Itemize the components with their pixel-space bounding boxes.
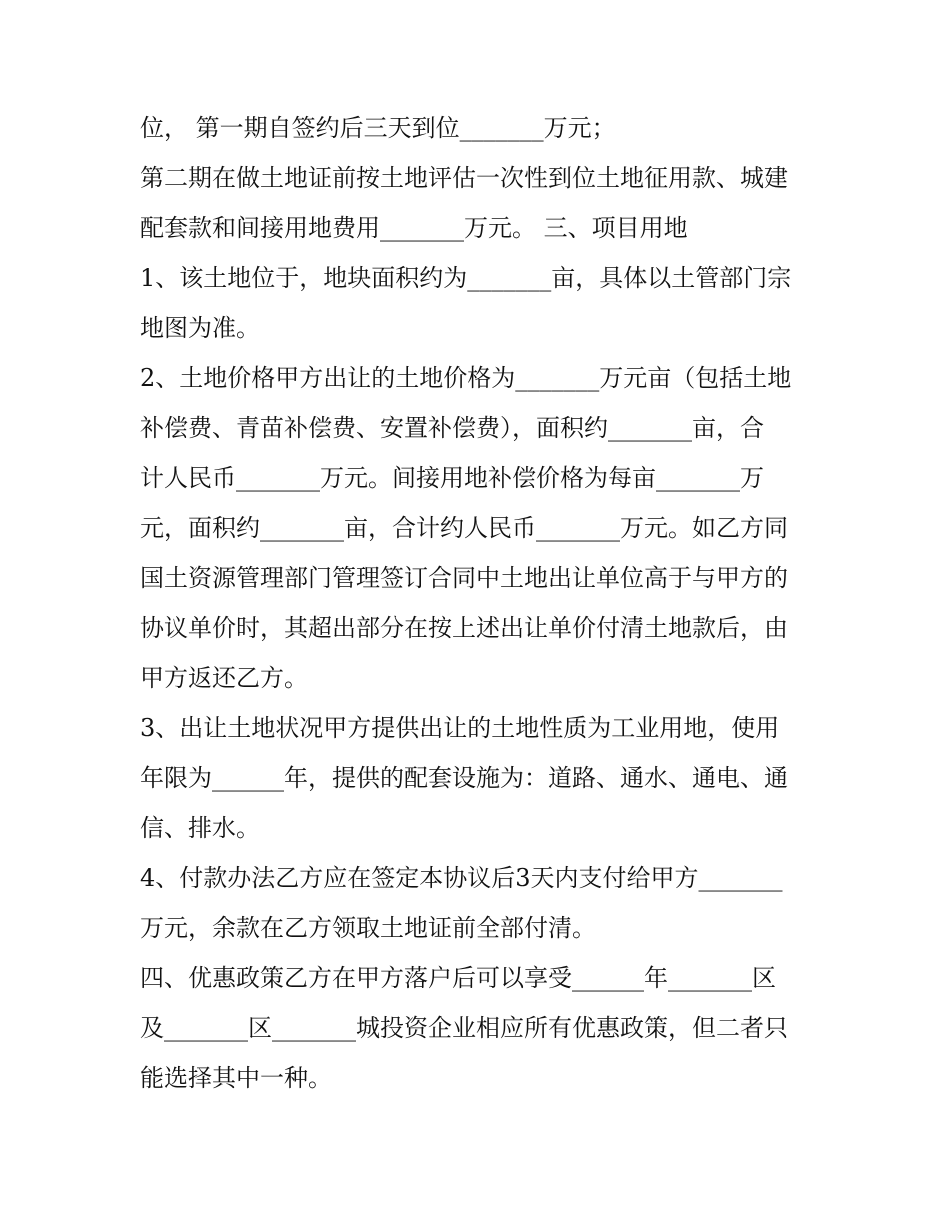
text-line-12: 甲方返还乙方。 <box>140 664 308 692</box>
text-line-15: 信、排水。 <box>140 814 260 842</box>
text-line-16: 4、付款办法乙方应在签定本协议后3天内支付给甲方_______ <box>140 864 783 892</box>
text-line-17: 万元，余款在乙方领取土地证前全部付清。 <box>140 914 596 942</box>
text-line-10: 国土资源管理部门管理签订合同中土地出让单位高于与甲方的 <box>140 564 788 592</box>
text-line-20: 能选择其中一种。 <box>140 1064 332 1092</box>
text-line-11: 协议单价时，其超出部分在按上述出让单价付清土地款后，由 <box>140 614 788 642</box>
text-line-18: 四、优惠政策乙方在甲方落户后可以享受______年_______区 <box>140 964 776 992</box>
text-line-14: 年限为______年，提供的配套设施为：道路、通水、通电、通 <box>140 764 788 792</box>
text-line-19: 及_______区_______城投资企业相应所有优惠政策，但二者只 <box>140 1014 788 1042</box>
text-line-3: 配套款和间接用地费用_______万元。 三、项目用地 <box>140 214 688 242</box>
text-line-7: 补偿费、青苗补偿费、安置补偿费），面积约_______亩，合 <box>140 414 764 442</box>
text-line-6: 2、土地价格甲方出让的土地价格为_______万元亩（包括土地 <box>140 364 792 392</box>
text-line-8: 计人民币_______万元。间接用地补偿价格为每亩_______万 <box>140 464 764 492</box>
text-line-9: 元，面积约_______亩，合计约人民币_______万元。如乙方同 <box>140 514 788 542</box>
text-line-1: 位， 第一期自签约后三天到位_______万元； <box>140 114 616 142</box>
document-page <box>140 103 820 1103</box>
text-line-13: 3、出让土地状况甲方提供出让的土地性质为工业用地，使用 <box>140 714 780 742</box>
text-line-5: 地图为准。 <box>140 314 260 342</box>
text-line-2: 第二期在做土地证前按土地评估一次性到位土地征用款、城建 <box>140 164 788 192</box>
text-line-4: 1、该土地位于，地块面积约为_______亩，具体以土管部门宗 <box>140 264 792 292</box>
